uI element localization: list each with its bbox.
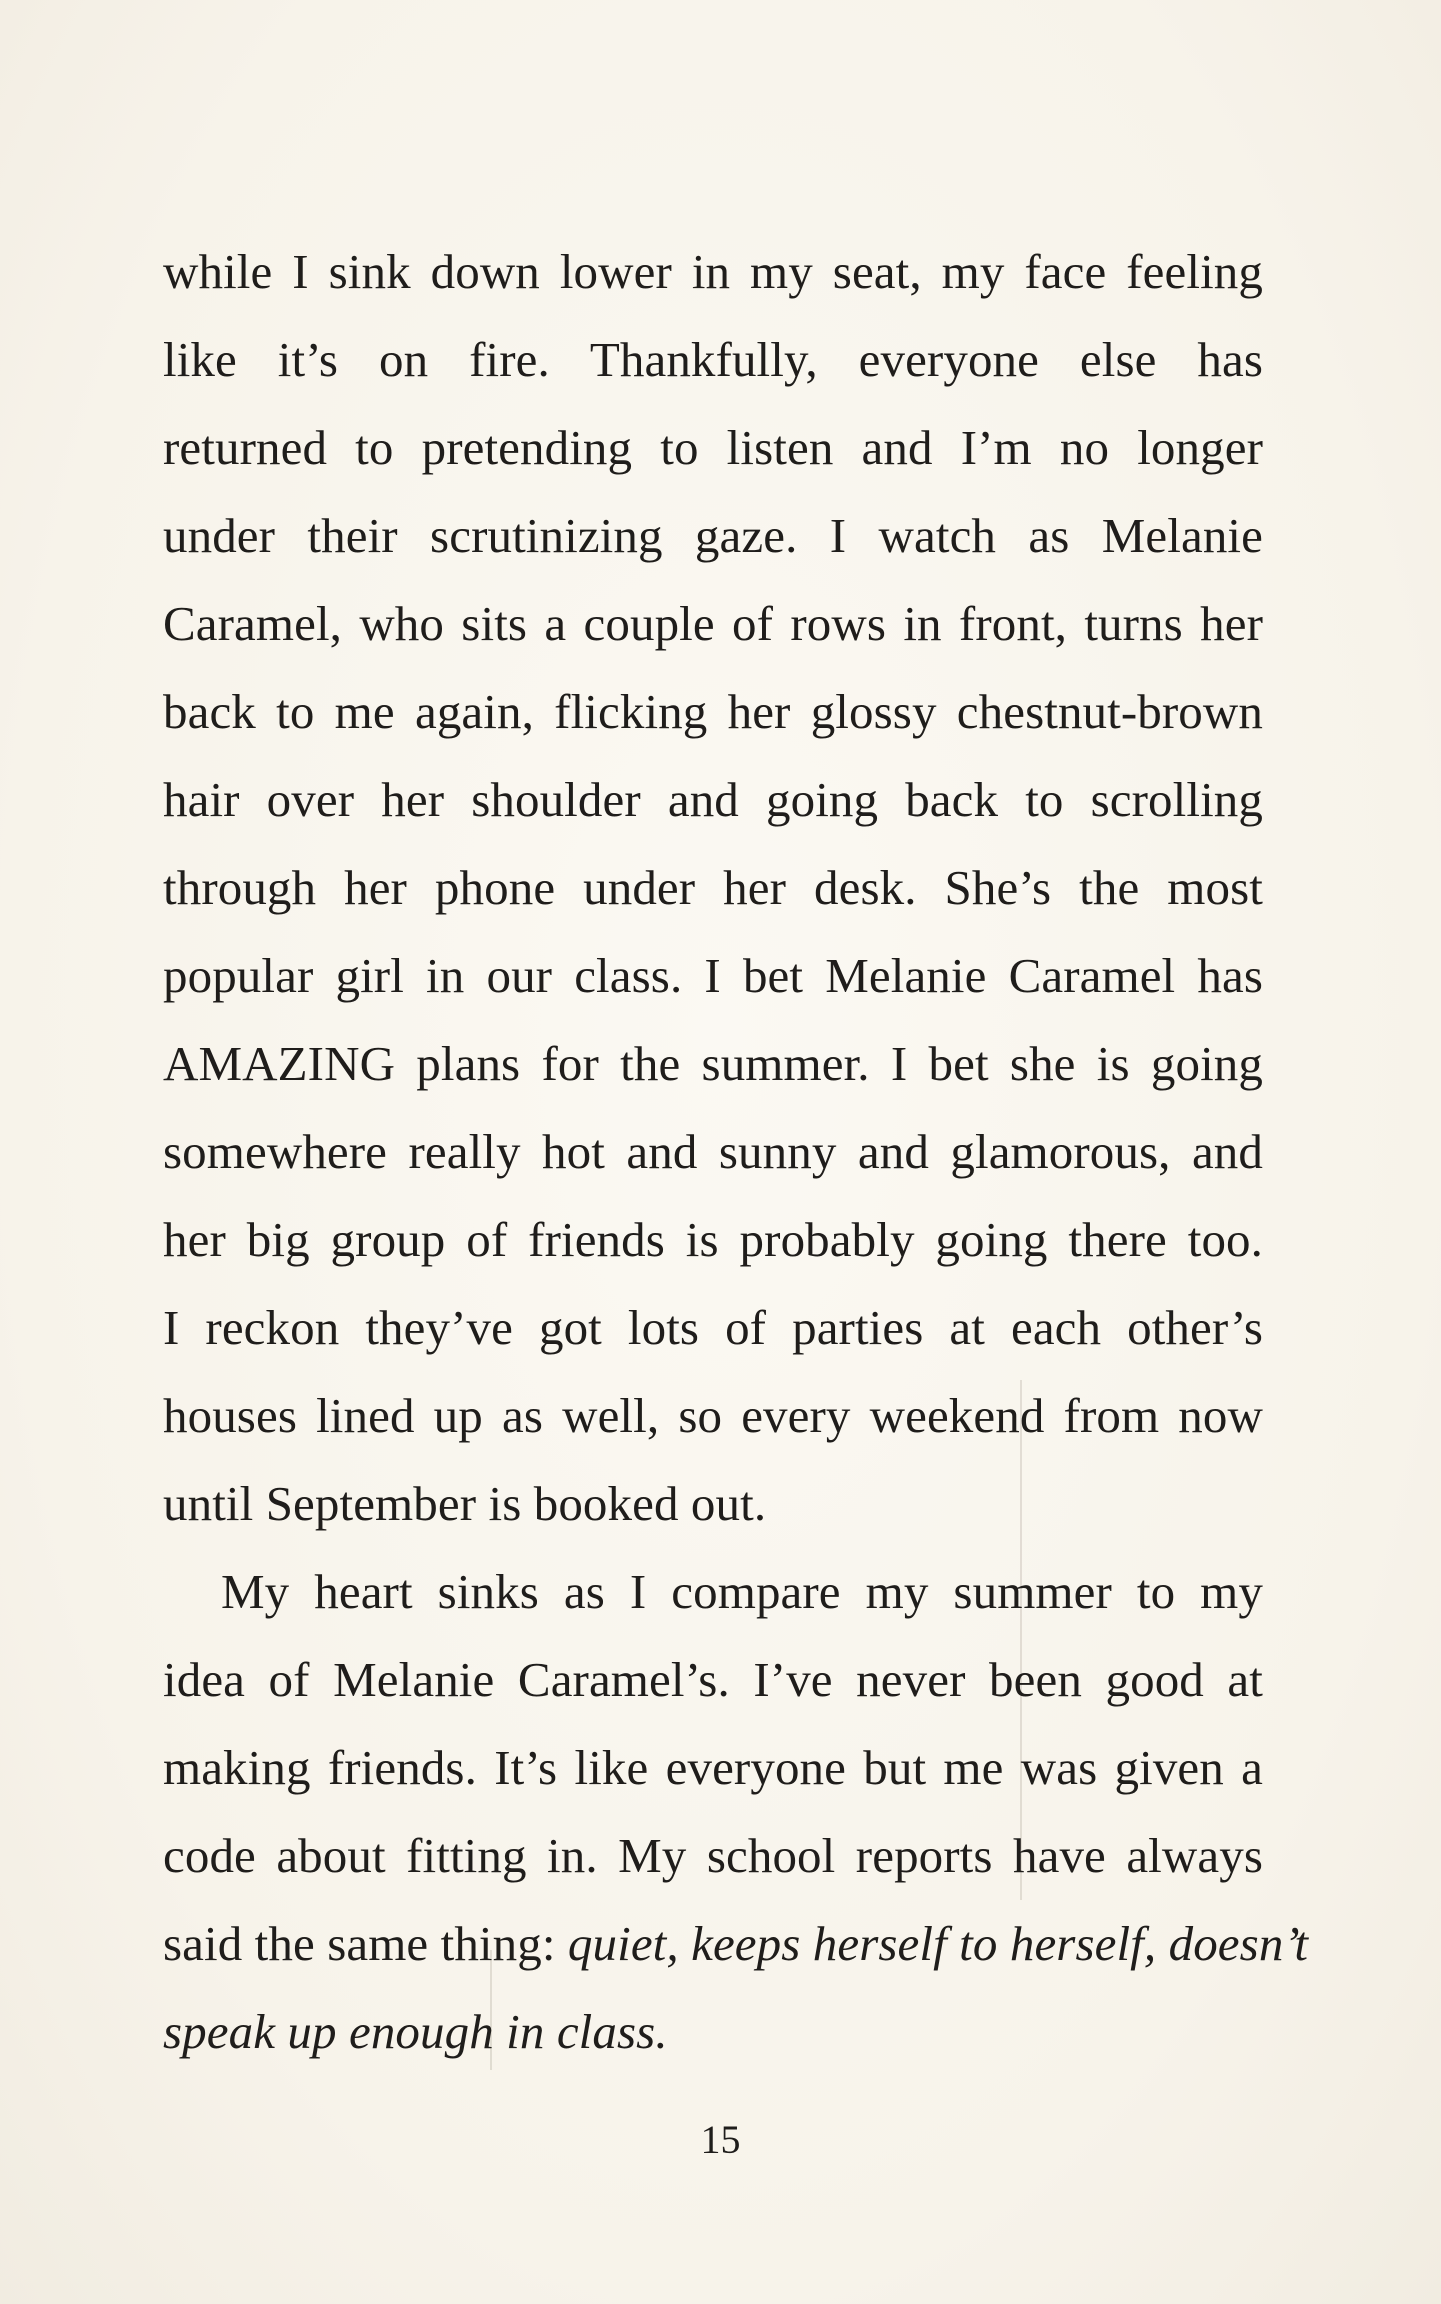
text-line: idea of Melanie Caramel’s. I’ve never been good at: [163, 1652, 1263, 1707]
text-line: until September is booked out.: [163, 1476, 767, 1531]
italic-text-line: speak up enough in class.: [163, 2004, 668, 2059]
text-line: houses lined up as well, so every weekend from now: [163, 1388, 1263, 1443]
text-segment: said the same thing:: [163, 1916, 568, 1971]
mixed-text-line: [163, 1900, 1309, 1988]
text-line: popular girl in our class. I bet Melanie Caramel has: [163, 948, 1263, 1003]
text-line: back to me again, flicking her glossy chestnut-brown: [163, 684, 1263, 739]
text-line: AMAZING plans for the summer. I bet she is going: [163, 1036, 1263, 1091]
text-line: her big group of friends is probably going there too.: [163, 1212, 1263, 1267]
text-line: somewhere really hot and sunny and glamorous, and: [163, 1124, 1263, 1179]
text-line: like it’s on fire. Thankfully, everyone else has: [163, 332, 1263, 387]
text-line: code about fitting in. My school reports have always: [163, 1828, 1263, 1883]
text-line: I reckon they’ve got lots of parties at each other’s: [163, 1300, 1263, 1355]
italic-text-segment: quiet, keeps herself to herself, doesn’t: [567, 1916, 1309, 1971]
text-line: hair over her shoulder and going back to scrolling: [163, 772, 1263, 827]
text-line: My heart sinks as I compare my summer to my: [221, 1564, 1263, 1619]
text-line: through her phone under her desk. She’s the most: [163, 860, 1263, 915]
text-line: while I sink down lower in my seat, my face feeling: [163, 244, 1263, 299]
text-line: under their scrutinizing gaze. I watch as Melanie: [163, 508, 1263, 563]
text-line: Caramel, who sits a couple of rows in front, turns her: [163, 596, 1263, 651]
text-line: making friends. It’s like everyone but me was given a: [163, 1740, 1263, 1795]
page-number: 15: [700, 2117, 741, 2162]
body-text: [163, 228, 1309, 2076]
text-line: returned to pretending to listen and I’m no longer: [163, 420, 1263, 475]
